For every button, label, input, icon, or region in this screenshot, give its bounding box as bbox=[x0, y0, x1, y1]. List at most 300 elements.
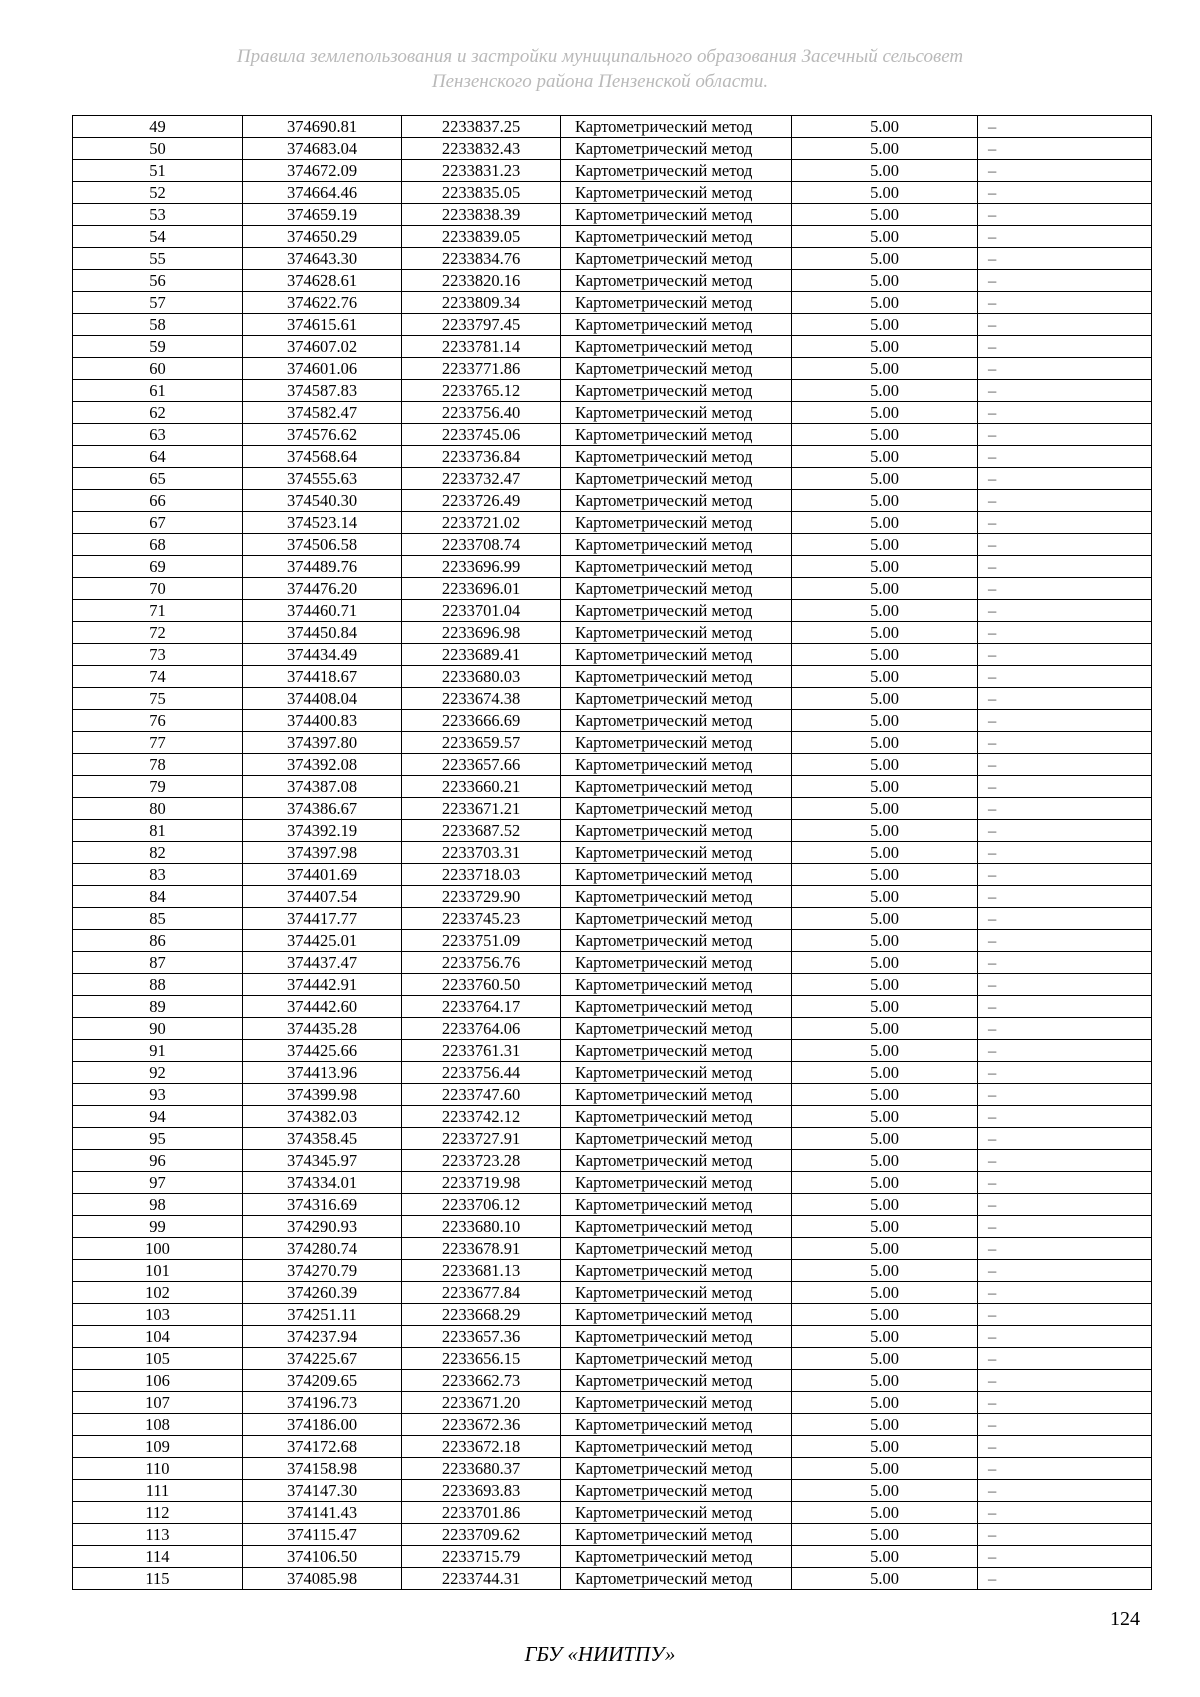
table-row bbox=[73, 732, 1152, 754]
note-cell: – bbox=[978, 1370, 1152, 1392]
accuracy-cell: 5.00 bbox=[792, 644, 978, 666]
table-row bbox=[73, 578, 1152, 600]
point-number-cell: 93 bbox=[73, 1084, 243, 1106]
y-coordinate-cell: 2233771.86 bbox=[402, 358, 561, 380]
accuracy-cell: 5.00 bbox=[792, 1370, 978, 1392]
accuracy-cell: 5.00 bbox=[792, 534, 978, 556]
point-number-cell: 95 bbox=[73, 1128, 243, 1150]
y-coordinate-cell: 2233756.76 bbox=[402, 952, 561, 974]
method-cell: Картометрический метод bbox=[561, 578, 792, 600]
note-cell: – bbox=[978, 556, 1152, 578]
x-coordinate-cell: 374280.74 bbox=[243, 1238, 402, 1260]
y-coordinate-cell: 2233681.13 bbox=[402, 1260, 561, 1282]
note-cell: – bbox=[978, 1414, 1152, 1436]
x-coordinate-cell: 374607.02 bbox=[243, 336, 402, 358]
point-number-cell: 75 bbox=[73, 688, 243, 710]
x-coordinate-cell: 374664.46 bbox=[243, 182, 402, 204]
table-row bbox=[73, 710, 1152, 732]
method-cell: Картометрический метод bbox=[561, 930, 792, 952]
note-cell: – bbox=[978, 688, 1152, 710]
method-cell: Картометрический метод bbox=[561, 534, 792, 556]
x-coordinate-cell: 374251.11 bbox=[243, 1304, 402, 1326]
table-row bbox=[73, 776, 1152, 798]
note-cell: – bbox=[978, 248, 1152, 270]
table-row bbox=[73, 402, 1152, 424]
point-number-cell: 100 bbox=[73, 1238, 243, 1260]
y-coordinate-cell: 2233723.28 bbox=[402, 1150, 561, 1172]
accuracy-cell: 5.00 bbox=[792, 358, 978, 380]
y-coordinate-cell: 2233756.40 bbox=[402, 402, 561, 424]
y-coordinate-cell: 2233678.91 bbox=[402, 1238, 561, 1260]
y-coordinate-cell: 2233703.31 bbox=[402, 842, 561, 864]
table-row bbox=[73, 1216, 1152, 1238]
method-cell: Картометрический метод bbox=[561, 1172, 792, 1194]
table-row bbox=[73, 1194, 1152, 1216]
x-coordinate-cell: 374506.58 bbox=[243, 534, 402, 556]
point-number-cell: 115 bbox=[73, 1568, 243, 1590]
y-coordinate-cell: 2233680.10 bbox=[402, 1216, 561, 1238]
x-coordinate-cell: 374435.28 bbox=[243, 1018, 402, 1040]
method-cell: Картометрический метод bbox=[561, 1106, 792, 1128]
method-cell: Картометрический метод bbox=[561, 1370, 792, 1392]
accuracy-cell: 5.00 bbox=[792, 688, 978, 710]
method-cell: Картометрический метод bbox=[561, 402, 792, 424]
point-number-cell: 90 bbox=[73, 1018, 243, 1040]
x-coordinate-cell: 374659.19 bbox=[243, 204, 402, 226]
table-row bbox=[73, 490, 1152, 512]
accuracy-cell: 5.00 bbox=[792, 1282, 978, 1304]
x-coordinate-cell: 374568.64 bbox=[243, 446, 402, 468]
table-row bbox=[73, 1326, 1152, 1348]
point-number-cell: 86 bbox=[73, 930, 243, 952]
x-coordinate-cell: 374358.45 bbox=[243, 1128, 402, 1150]
accuracy-cell: 5.00 bbox=[792, 160, 978, 182]
method-cell: Картометрический метод bbox=[561, 1238, 792, 1260]
note-cell: – bbox=[978, 930, 1152, 952]
x-coordinate-cell: 374209.65 bbox=[243, 1370, 402, 1392]
method-cell: Картометрический метод bbox=[561, 556, 792, 578]
x-coordinate-cell: 374442.60 bbox=[243, 996, 402, 1018]
method-cell: Картометрический метод bbox=[561, 380, 792, 402]
point-number-cell: 114 bbox=[73, 1546, 243, 1568]
point-number-cell: 67 bbox=[73, 512, 243, 534]
y-coordinate-cell: 2233687.52 bbox=[402, 820, 561, 842]
y-coordinate-cell: 2233718.03 bbox=[402, 864, 561, 886]
accuracy-cell: 5.00 bbox=[792, 798, 978, 820]
accuracy-cell: 5.00 bbox=[792, 886, 978, 908]
x-coordinate-cell: 374425.01 bbox=[243, 930, 402, 952]
method-cell: Картометрический метод bbox=[561, 732, 792, 754]
x-coordinate-cell: 374601.06 bbox=[243, 358, 402, 380]
y-coordinate-cell: 2233721.02 bbox=[402, 512, 561, 534]
point-number-cell: 98 bbox=[73, 1194, 243, 1216]
point-number-cell: 51 bbox=[73, 160, 243, 182]
x-coordinate-cell: 374397.98 bbox=[243, 842, 402, 864]
note-cell: – bbox=[978, 754, 1152, 776]
note-cell: – bbox=[978, 138, 1152, 160]
accuracy-cell: 5.00 bbox=[792, 248, 978, 270]
x-coordinate-cell: 374408.04 bbox=[243, 688, 402, 710]
note-cell: – bbox=[978, 666, 1152, 688]
y-coordinate-cell: 2233729.90 bbox=[402, 886, 561, 908]
table-row bbox=[73, 600, 1152, 622]
y-coordinate-cell: 2233671.21 bbox=[402, 798, 561, 820]
point-number-cell: 88 bbox=[73, 974, 243, 996]
point-number-cell: 89 bbox=[73, 996, 243, 1018]
note-cell: – bbox=[978, 1546, 1152, 1568]
x-coordinate-cell: 374643.30 bbox=[243, 248, 402, 270]
table-row bbox=[73, 820, 1152, 842]
y-coordinate-cell: 2233696.01 bbox=[402, 578, 561, 600]
table-row bbox=[73, 1304, 1152, 1326]
point-number-cell: 102 bbox=[73, 1282, 243, 1304]
point-number-cell: 81 bbox=[73, 820, 243, 842]
x-coordinate-cell: 374260.39 bbox=[243, 1282, 402, 1304]
accuracy-cell: 5.00 bbox=[792, 1172, 978, 1194]
accuracy-cell: 5.00 bbox=[792, 1392, 978, 1414]
method-cell: Картометрический метод bbox=[561, 1524, 792, 1546]
y-coordinate-cell: 2233668.29 bbox=[402, 1304, 561, 1326]
table-row bbox=[73, 1480, 1152, 1502]
table-row bbox=[73, 666, 1152, 688]
x-coordinate-cell: 374576.62 bbox=[243, 424, 402, 446]
point-number-cell: 99 bbox=[73, 1216, 243, 1238]
note-cell: – bbox=[978, 1326, 1152, 1348]
method-cell: Картометрический метод bbox=[561, 666, 792, 688]
method-cell: Картометрический метод bbox=[561, 292, 792, 314]
point-number-cell: 103 bbox=[73, 1304, 243, 1326]
note-cell: – bbox=[978, 1106, 1152, 1128]
x-coordinate-cell: 374407.54 bbox=[243, 886, 402, 908]
note-cell: – bbox=[978, 908, 1152, 930]
table-row bbox=[73, 226, 1152, 248]
y-coordinate-cell: 2233657.66 bbox=[402, 754, 561, 776]
point-number-cell: 55 bbox=[73, 248, 243, 270]
table-row bbox=[73, 1392, 1152, 1414]
accuracy-cell: 5.00 bbox=[792, 600, 978, 622]
method-cell: Картометрический метод bbox=[561, 1568, 792, 1590]
table-row bbox=[73, 908, 1152, 930]
x-coordinate-cell: 374672.09 bbox=[243, 160, 402, 182]
accuracy-cell: 5.00 bbox=[792, 402, 978, 424]
table-row bbox=[73, 1238, 1152, 1260]
point-number-cell: 54 bbox=[73, 226, 243, 248]
note-cell: – bbox=[978, 446, 1152, 468]
y-coordinate-cell: 2233701.04 bbox=[402, 600, 561, 622]
y-coordinate-cell: 2233696.99 bbox=[402, 556, 561, 578]
point-number-cell: 58 bbox=[73, 314, 243, 336]
table-row bbox=[73, 1106, 1152, 1128]
point-number-cell: 72 bbox=[73, 622, 243, 644]
accuracy-cell: 5.00 bbox=[792, 1436, 978, 1458]
point-number-cell: 112 bbox=[73, 1502, 243, 1524]
table-row bbox=[73, 930, 1152, 952]
table-row bbox=[73, 1458, 1152, 1480]
y-coordinate-cell: 2233820.16 bbox=[402, 270, 561, 292]
method-cell: Картометрический метод bbox=[561, 754, 792, 776]
note-cell: – bbox=[978, 1238, 1152, 1260]
point-number-cell: 94 bbox=[73, 1106, 243, 1128]
note-cell: – bbox=[978, 1436, 1152, 1458]
accuracy-cell: 5.00 bbox=[792, 424, 978, 446]
note-cell: – bbox=[978, 996, 1152, 1018]
table-row bbox=[73, 512, 1152, 534]
method-cell: Картометрический метод bbox=[561, 864, 792, 886]
y-coordinate-cell: 2233726.49 bbox=[402, 490, 561, 512]
y-coordinate-cell: 2233666.69 bbox=[402, 710, 561, 732]
point-number-cell: 84 bbox=[73, 886, 243, 908]
method-cell: Картометрический метод bbox=[561, 1304, 792, 1326]
note-cell: – bbox=[978, 1172, 1152, 1194]
table-row bbox=[73, 1414, 1152, 1436]
note-cell: – bbox=[978, 1150, 1152, 1172]
x-coordinate-cell: 374290.93 bbox=[243, 1216, 402, 1238]
method-cell: Картометрический метод bbox=[561, 952, 792, 974]
accuracy-cell: 5.00 bbox=[792, 182, 978, 204]
method-cell: Картометрический метод bbox=[561, 270, 792, 292]
accuracy-cell: 5.00 bbox=[792, 314, 978, 336]
x-coordinate-cell: 374172.68 bbox=[243, 1436, 402, 1458]
note-cell: – bbox=[978, 490, 1152, 512]
method-cell: Картометрический метод bbox=[561, 776, 792, 798]
table-row bbox=[73, 688, 1152, 710]
method-cell: Картометрический метод bbox=[561, 710, 792, 732]
coordinates-table-wrap bbox=[72, 115, 1151, 1590]
y-coordinate-cell: 2233656.15 bbox=[402, 1348, 561, 1370]
method-cell: Картометрический метод bbox=[561, 842, 792, 864]
point-number-cell: 85 bbox=[73, 908, 243, 930]
note-cell: – bbox=[978, 1194, 1152, 1216]
note-cell: – bbox=[978, 292, 1152, 314]
accuracy-cell: 5.00 bbox=[792, 1326, 978, 1348]
x-coordinate-cell: 374158.98 bbox=[243, 1458, 402, 1480]
note-cell: – bbox=[978, 732, 1152, 754]
method-cell: Картометрический метод bbox=[561, 1436, 792, 1458]
accuracy-cell: 5.00 bbox=[792, 1062, 978, 1084]
table-row bbox=[73, 974, 1152, 996]
y-coordinate-cell: 2233745.23 bbox=[402, 908, 561, 930]
note-cell: – bbox=[978, 1502, 1152, 1524]
y-coordinate-cell: 2233742.12 bbox=[402, 1106, 561, 1128]
method-cell: Картометрический метод bbox=[561, 314, 792, 336]
method-cell: Картометрический метод bbox=[561, 1392, 792, 1414]
x-coordinate-cell: 374582.47 bbox=[243, 402, 402, 424]
table-row bbox=[73, 1546, 1152, 1568]
note-cell: – bbox=[978, 1062, 1152, 1084]
point-number-cell: 111 bbox=[73, 1480, 243, 1502]
x-coordinate-cell: 374413.96 bbox=[243, 1062, 402, 1084]
y-coordinate-cell: 2233696.98 bbox=[402, 622, 561, 644]
note-cell: – bbox=[978, 820, 1152, 842]
table-row bbox=[73, 996, 1152, 1018]
table-row bbox=[73, 1062, 1152, 1084]
y-coordinate-cell: 2233660.21 bbox=[402, 776, 561, 798]
note-cell: – bbox=[978, 116, 1152, 138]
y-coordinate-cell: 2233709.62 bbox=[402, 1524, 561, 1546]
x-coordinate-cell: 374523.14 bbox=[243, 512, 402, 534]
method-cell: Картометрический метод bbox=[561, 886, 792, 908]
accuracy-cell: 5.00 bbox=[792, 710, 978, 732]
method-cell: Картометрический метод bbox=[561, 1546, 792, 1568]
method-cell: Картометрический метод bbox=[561, 512, 792, 534]
point-number-cell: 57 bbox=[73, 292, 243, 314]
y-coordinate-cell: 2233834.76 bbox=[402, 248, 561, 270]
accuracy-cell: 5.00 bbox=[792, 1304, 978, 1326]
x-coordinate-cell: 374587.83 bbox=[243, 380, 402, 402]
point-number-cell: 65 bbox=[73, 468, 243, 490]
x-coordinate-cell: 374106.50 bbox=[243, 1546, 402, 1568]
y-coordinate-cell: 2233701.86 bbox=[402, 1502, 561, 1524]
table-row bbox=[73, 270, 1152, 292]
y-coordinate-cell: 2233756.44 bbox=[402, 1062, 561, 1084]
point-number-cell: 71 bbox=[73, 600, 243, 622]
x-coordinate-cell: 374442.91 bbox=[243, 974, 402, 996]
note-cell: – bbox=[978, 1348, 1152, 1370]
table-row bbox=[73, 160, 1152, 182]
y-coordinate-cell: 2233809.34 bbox=[402, 292, 561, 314]
x-coordinate-cell: 374399.98 bbox=[243, 1084, 402, 1106]
method-cell: Картометрический метод bbox=[561, 138, 792, 160]
x-coordinate-cell: 374489.76 bbox=[243, 556, 402, 578]
x-coordinate-cell: 374418.67 bbox=[243, 666, 402, 688]
method-cell: Картометрический метод bbox=[561, 600, 792, 622]
point-number-cell: 92 bbox=[73, 1062, 243, 1084]
x-coordinate-cell: 374460.71 bbox=[243, 600, 402, 622]
x-coordinate-cell: 374622.76 bbox=[243, 292, 402, 314]
note-cell: – bbox=[978, 160, 1152, 182]
point-number-cell: 74 bbox=[73, 666, 243, 688]
method-cell: Картометрический метод bbox=[561, 1480, 792, 1502]
point-number-cell: 104 bbox=[73, 1326, 243, 1348]
accuracy-cell: 5.00 bbox=[792, 1414, 978, 1436]
y-coordinate-cell: 2233747.60 bbox=[402, 1084, 561, 1106]
accuracy-cell: 5.00 bbox=[792, 1238, 978, 1260]
y-coordinate-cell: 2233689.41 bbox=[402, 644, 561, 666]
x-coordinate-cell: 374401.69 bbox=[243, 864, 402, 886]
method-cell: Картометрический метод bbox=[561, 1326, 792, 1348]
page-number: 124 bbox=[1110, 1608, 1140, 1630]
note-cell: – bbox=[978, 842, 1152, 864]
note-cell: – bbox=[978, 534, 1152, 556]
y-coordinate-cell: 2233693.83 bbox=[402, 1480, 561, 1502]
x-coordinate-cell: 374345.97 bbox=[243, 1150, 402, 1172]
note-cell: – bbox=[978, 886, 1152, 908]
accuracy-cell: 5.00 bbox=[792, 622, 978, 644]
method-cell: Картометрический метод bbox=[561, 1150, 792, 1172]
note-cell: – bbox=[978, 622, 1152, 644]
table-row bbox=[73, 1128, 1152, 1150]
y-coordinate-cell: 2233708.74 bbox=[402, 534, 561, 556]
point-number-cell: 87 bbox=[73, 952, 243, 974]
y-coordinate-cell: 2233662.73 bbox=[402, 1370, 561, 1392]
table-row bbox=[73, 842, 1152, 864]
page-footer: ГБУ «НИИТПУ» bbox=[524, 1642, 676, 1666]
y-coordinate-cell: 2233835.05 bbox=[402, 182, 561, 204]
table-row bbox=[73, 358, 1152, 380]
x-coordinate-cell: 374147.30 bbox=[243, 1480, 402, 1502]
note-cell: – bbox=[978, 644, 1152, 666]
y-coordinate-cell: 2233751.09 bbox=[402, 930, 561, 952]
table-row bbox=[73, 292, 1152, 314]
y-coordinate-cell: 2233736.84 bbox=[402, 446, 561, 468]
method-cell: Картометрический метод bbox=[561, 1260, 792, 1282]
note-cell: – bbox=[978, 1458, 1152, 1480]
method-cell: Картометрический метод bbox=[561, 798, 792, 820]
table-row bbox=[73, 1172, 1152, 1194]
method-cell: Картометрический метод bbox=[561, 622, 792, 644]
y-coordinate-cell: 2233764.06 bbox=[402, 1018, 561, 1040]
x-coordinate-cell: 374434.49 bbox=[243, 644, 402, 666]
method-cell: Картометрический метод bbox=[561, 424, 792, 446]
table-row bbox=[73, 314, 1152, 336]
y-coordinate-cell: 2233781.14 bbox=[402, 336, 561, 358]
note-cell: – bbox=[978, 578, 1152, 600]
note-cell: – bbox=[978, 270, 1152, 292]
x-coordinate-cell: 374387.08 bbox=[243, 776, 402, 798]
y-coordinate-cell: 2233715.79 bbox=[402, 1546, 561, 1568]
table-row bbox=[73, 1260, 1152, 1282]
method-cell: Картометрический метод bbox=[561, 1018, 792, 1040]
method-cell: Картометрический метод bbox=[561, 1062, 792, 1084]
coordinates-table-body bbox=[73, 116, 1152, 1590]
point-number-cell: 59 bbox=[73, 336, 243, 358]
method-cell: Картометрический метод bbox=[561, 182, 792, 204]
x-coordinate-cell: 374237.94 bbox=[243, 1326, 402, 1348]
method-cell: Картометрический метод bbox=[561, 644, 792, 666]
note-cell: – bbox=[978, 1260, 1152, 1282]
y-coordinate-cell: 2233761.31 bbox=[402, 1040, 561, 1062]
table-row bbox=[73, 248, 1152, 270]
note-cell: – bbox=[978, 798, 1152, 820]
accuracy-cell: 5.00 bbox=[792, 226, 978, 248]
method-cell: Картометрический метод bbox=[561, 1282, 792, 1304]
point-number-cell: 113 bbox=[73, 1524, 243, 1546]
note-cell: – bbox=[978, 1304, 1152, 1326]
y-coordinate-cell: 2233764.17 bbox=[402, 996, 561, 1018]
table-row bbox=[73, 1568, 1152, 1590]
accuracy-cell: 5.00 bbox=[792, 776, 978, 798]
accuracy-cell: 5.00 bbox=[792, 270, 978, 292]
table-row bbox=[73, 1282, 1152, 1304]
point-number-cell: 110 bbox=[73, 1458, 243, 1480]
note-cell: – bbox=[978, 1282, 1152, 1304]
note-cell: – bbox=[978, 204, 1152, 226]
x-coordinate-cell: 374555.63 bbox=[243, 468, 402, 490]
y-coordinate-cell: 2233674.38 bbox=[402, 688, 561, 710]
accuracy-cell: 5.00 bbox=[792, 996, 978, 1018]
method-cell: Картометрический метод bbox=[561, 1084, 792, 1106]
method-cell: Картометрический метод bbox=[561, 996, 792, 1018]
table-row bbox=[73, 1348, 1152, 1370]
header-line-1: Правила землепользования и застройки муниципального образования Засечный сельсовет bbox=[236, 46, 964, 67]
point-number-cell: 49 bbox=[73, 116, 243, 138]
method-cell: Картометрический метод bbox=[561, 820, 792, 842]
accuracy-cell: 5.00 bbox=[792, 490, 978, 512]
method-cell: Картометрический метод bbox=[561, 1194, 792, 1216]
table-row bbox=[73, 336, 1152, 358]
method-cell: Картометрический метод bbox=[561, 1040, 792, 1062]
accuracy-cell: 5.00 bbox=[792, 1546, 978, 1568]
note-cell: – bbox=[978, 1084, 1152, 1106]
x-coordinate-cell: 374392.19 bbox=[243, 820, 402, 842]
y-coordinate-cell: 2233659.57 bbox=[402, 732, 561, 754]
point-number-cell: 106 bbox=[73, 1370, 243, 1392]
point-number-cell: 73 bbox=[73, 644, 243, 666]
point-number-cell: 70 bbox=[73, 578, 243, 600]
note-cell: – bbox=[978, 226, 1152, 248]
accuracy-cell: 5.00 bbox=[792, 1128, 978, 1150]
note-cell: – bbox=[978, 314, 1152, 336]
